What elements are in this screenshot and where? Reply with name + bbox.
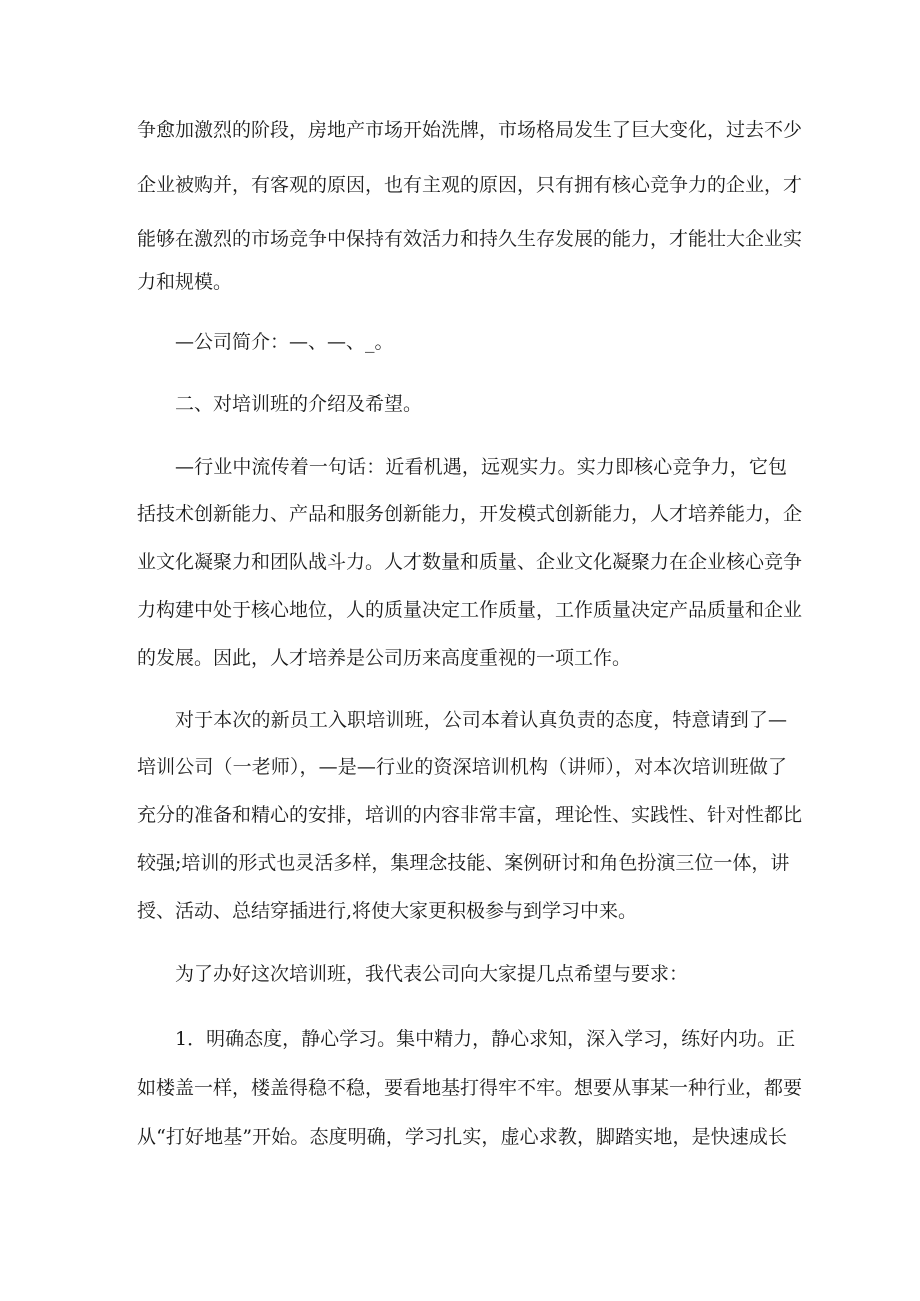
list-item-line: 从“打好地基”开始。态度明确，学习扎实，虚心求教，脚踏实地，是快速成长: [137, 1126, 787, 1148]
paragraph-line: —行业中流传着一句话：近看机遇，远观实力。实力即核心竞争力，它包: [175, 456, 787, 478]
paragraph-line: 的发展。因此，人才培养是公司历来高度重视的一项工作。: [137, 647, 632, 669]
paragraph-line: 授、活动、总结穿插进行,将使大家更积极参与到学习中来。: [137, 900, 638, 922]
section-heading: 二、对培训班的介绍及希望。: [175, 393, 423, 415]
paragraph-line: 括技术创新能力、产品和服务创新能力，开发模式创新能力，人才培养能力，企: [137, 503, 803, 525]
paragraph-line: 业文化凝聚力和团队战斗力。人才数量和质量、企业文化凝聚力在企业核心竞争: [137, 551, 803, 573]
paragraph-line: 为了办好这次培训班，我代表公司向大家提几点希望与要求：: [175, 963, 689, 985]
paragraph-line: 充分的准备和精心的安排，培训的内容非常丰富，理论性、实践性、针对性都比: [137, 804, 803, 826]
paragraph-line: 较强;培训的形式也灵活多样，集理念技能、案例研讨和角色扮演三位一体，讲: [137, 852, 790, 874]
list-item-line: 1．明确态度，静心学习。集中精力，静心求知，深入学习，练好内功。正: [175, 1028, 796, 1050]
paragraph-line: 对于本次的新员工入职培训班，公司本着认真负责的态度，特意请到了—: [175, 709, 787, 731]
paragraph-line: 能够在激烈的市场竞争中保持有效活力和持久生存发展的能力，才能壮大企业实: [137, 228, 803, 250]
section-line: —公司简介：—、—、_。: [175, 331, 394, 353]
paragraph-line: 争愈加激烈的阶段，房地产市场开始洗牌，市场格局发生了巨大变化，过去不少: [137, 119, 803, 141]
paragraph-line: 企业被购并，有客观的原因，也有主观的原因，只有拥有核心竞争力的企业，才: [137, 174, 803, 196]
list-item-line: 如楼盖一样，楼盖得稳不稳，要看地基打得牢不牢。想要从事某一种行业，都要: [137, 1077, 803, 1099]
paragraph-line: 力和规模。: [137, 271, 233, 293]
paragraph-line: 培训公司（一老师），—是—行业的资深培训机构（讲师），对本次培训班做了: [137, 756, 787, 778]
paragraph-line: 力构建中处于核心地位，人的质量决定工作质量，工作质量决定产品质量和企业: [137, 599, 803, 621]
